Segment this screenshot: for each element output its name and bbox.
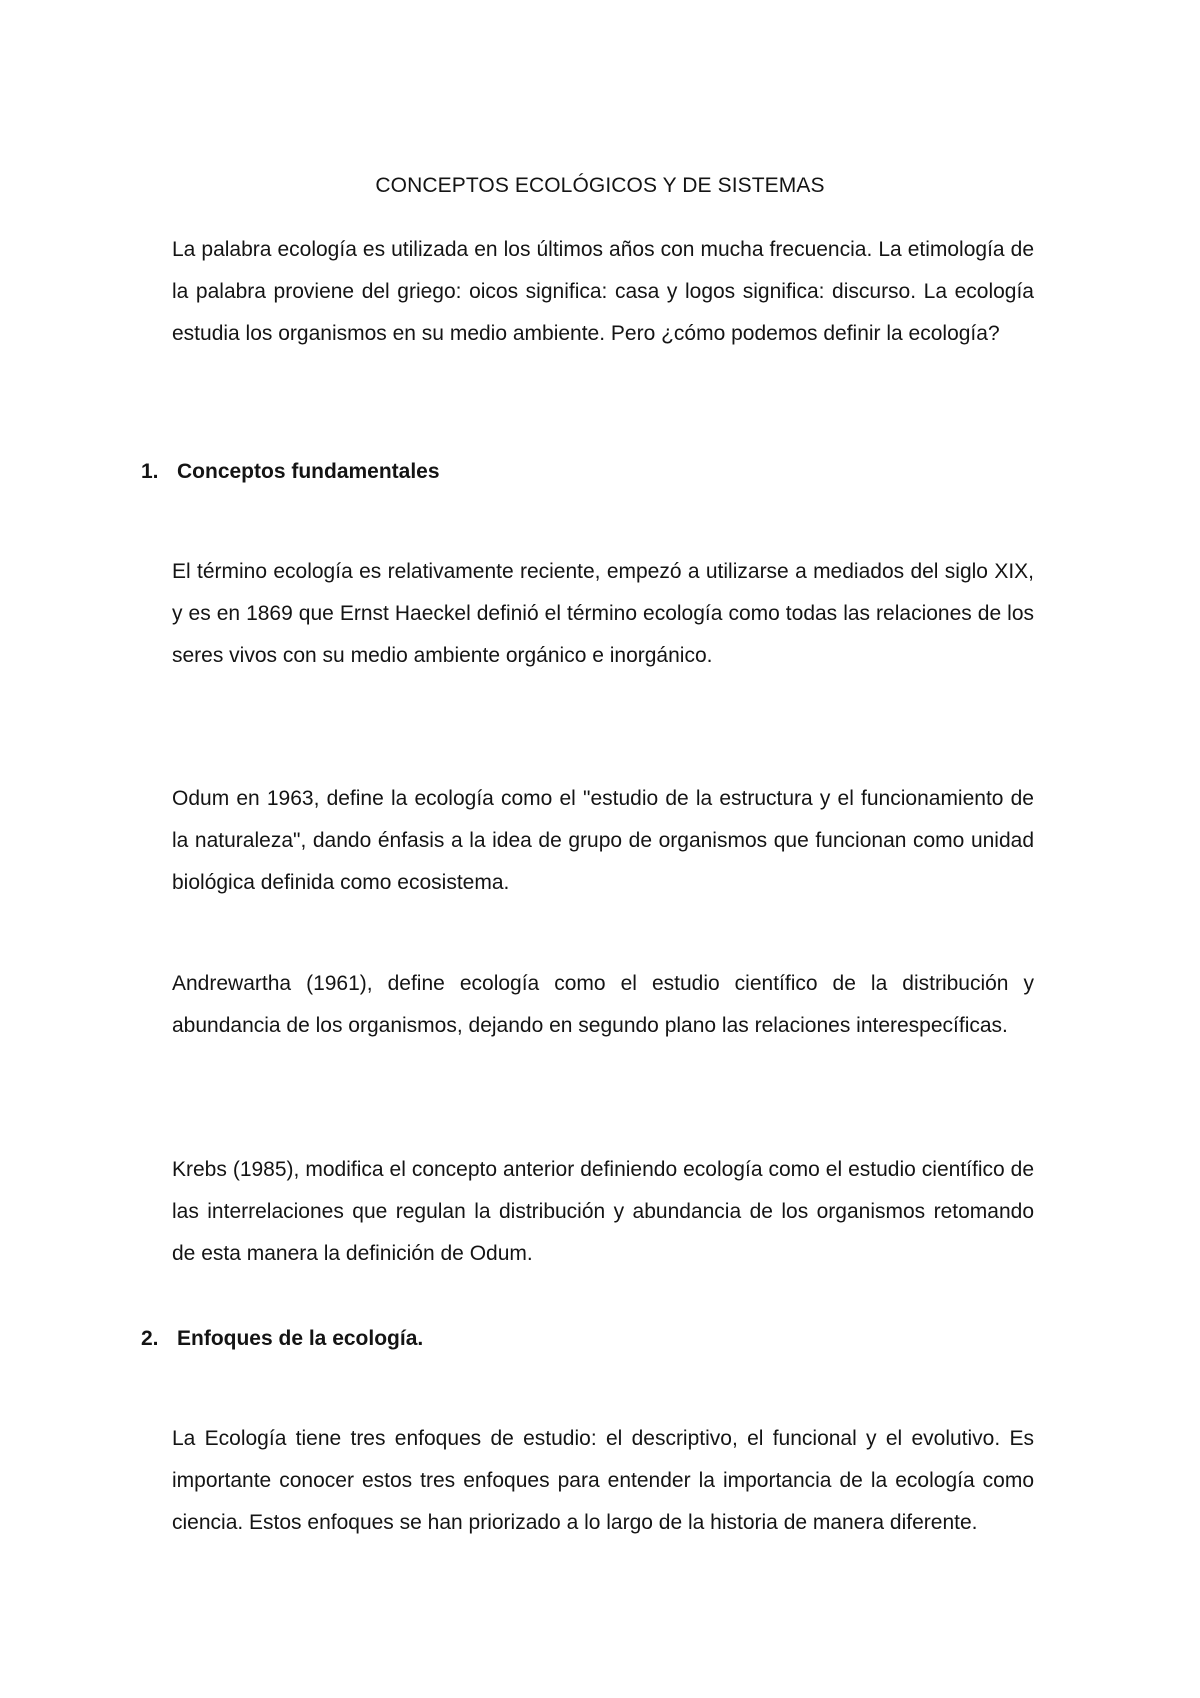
section-1-title: Conceptos fundamentales — [177, 460, 440, 483]
section-2-number: 2. — [141, 1327, 159, 1350]
section-2-heading — [141, 1325, 423, 1353]
section-1-paragraph-3: Andrewartha (1961), define ecología como el estudio científico de la distribución y abundancia de los organismos, dejando en segundo plano las relaciones interespecíficas. — [172, 972, 1034, 1037]
section-1-paragraph-1: El término ecología es relativamente reciente, empezó a utilizarse a mediados del siglo XIX, y es en 1869 que Ernst Haeckel definió el término ecología como todas las relaciones de los seres vivos con su medio ambiente orgánico e inorgánico. — [172, 560, 1034, 667]
section-2-title: Enfoques de la ecología. — [177, 1327, 424, 1350]
section-1-paragraph-2: Odum en 1963, define la ecología como el "estudio de la estructura y el funcionamiento de la naturaleza", dando énfasis a la idea de grupo de organismos que funcionan como unidad biológica definida como ecosistema. — [172, 787, 1034, 894]
section-1-paragraph-4: Krebs (1985), modifica el concepto anterior definiendo ecología como el estudio científico de las interrelaciones que regulan la distribución y abundancia de los organismos retomando de esta manera la definición de Odum. — [172, 1158, 1034, 1265]
intro-paragraph: La palabra ecología es utilizada en los últimos años con mucha frecuencia. La etimología de la palabra proviene del griego: oicos significa: casa y logos significa: discurso. La ecología estudia los organismos en su medio ambiente. Pero ¿cómo podemos definir la ecología? — [172, 238, 1034, 345]
section-1-number: 1. — [141, 460, 159, 483]
section-2-paragraph-1: La Ecología tiene tres enfoques de estudio: el descriptivo, el funcional y el evolutivo. Es importante conocer estos tres enfoques para entender la importancia de la ecología como ciencia. Estos enfoques se han priorizado a lo largo de la historia de manera diferente. — [172, 1427, 1034, 1534]
section-1-heading — [141, 458, 440, 486]
document-title: CONCEPTOS ECOLÓGICOS Y DE SISTEMAS — [375, 174, 825, 197]
